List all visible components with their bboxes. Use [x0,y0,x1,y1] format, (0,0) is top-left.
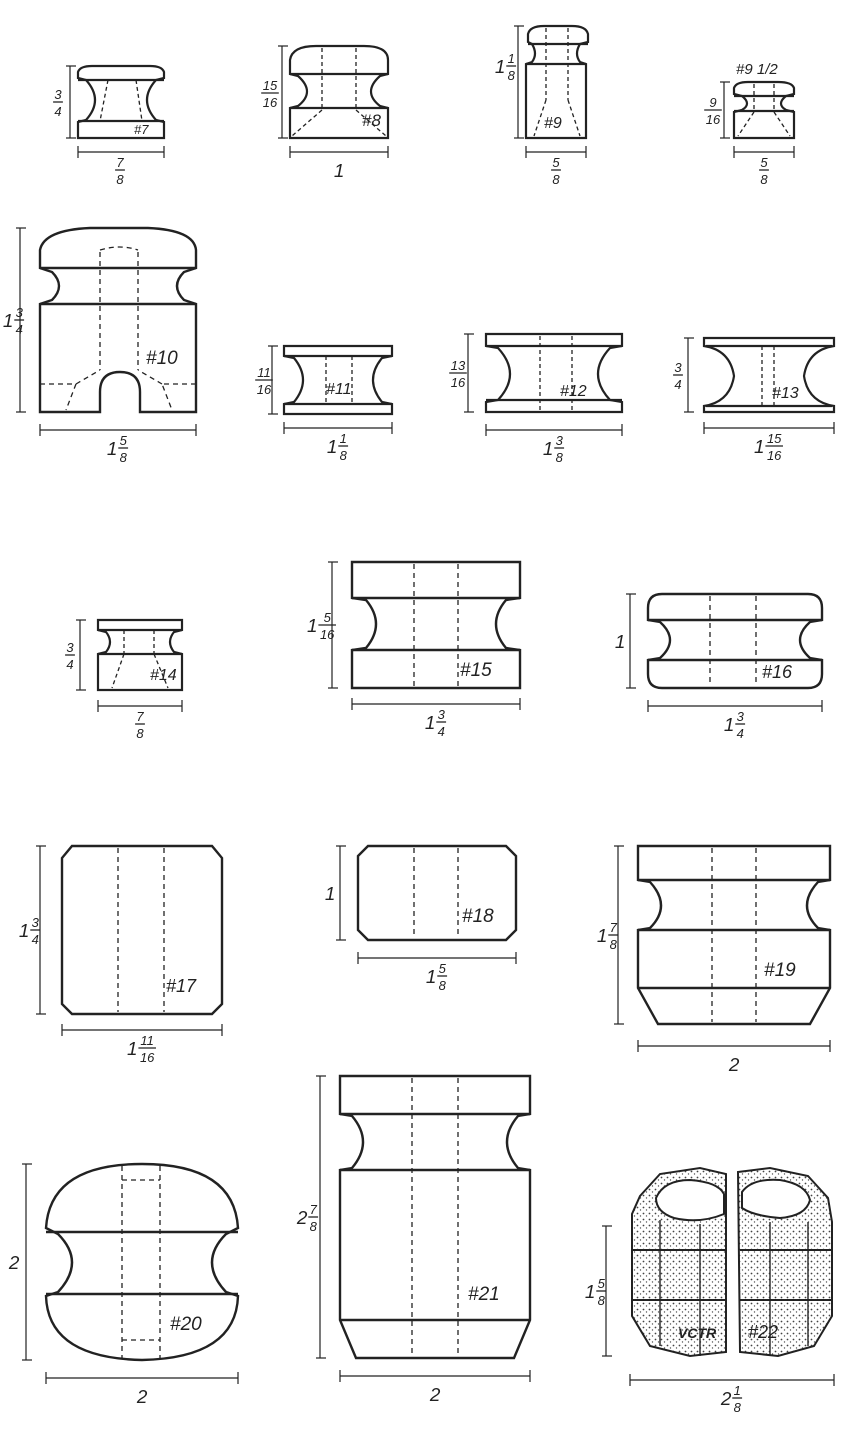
height-dimension-label [449,358,467,390]
insulator-9-height-dim [514,26,524,138]
dim-numerator: 5 [119,433,127,448]
insulator-16-width-dim [648,700,822,712]
width-dimension-label [720,1383,742,1415]
height-dimension-label [597,920,618,952]
dim-whole: 1 [106,437,118,459]
height-dimension-label [325,883,335,904]
insulator-13-height-dim [684,338,694,412]
dim-denominator: 8 [760,172,768,187]
insulator-19-width-dim [638,1040,830,1052]
insulator-14-height-dim [76,620,86,690]
dim-numerator: 1 [733,1383,741,1398]
dim-numerator: 5 [760,155,768,170]
dim-numerator: 15 [262,78,278,93]
dim-numerator: 3 [674,360,682,375]
dim-numerator: 5 [438,961,446,976]
dim-numerator: 7 [609,920,617,935]
dim-numerator: 3 [15,305,23,320]
dim-denominator: 8 [119,450,127,465]
dim-whole: 1 [333,159,345,181]
dim-numerator: 3 [54,87,62,102]
dim-numerator: 11 [257,365,271,380]
dim-whole: 1 [614,630,626,652]
dim-whole: 2 [8,1251,20,1273]
dim-whole: 2 [720,1387,732,1409]
dim-whole: 1 [584,1280,596,1302]
insulator-16 [648,594,822,688]
dim-whole: 2 [429,1383,441,1405]
width-dimension-label [115,155,125,187]
dim-whole: 1 [424,711,436,733]
width-dimension-label [334,160,344,181]
insulator-13 [704,338,834,412]
dim-numerator: 3 [555,433,563,448]
insulator-17 [62,846,222,1014]
dim-whole: 1 [754,435,765,457]
dim-denominator: 8 [597,1293,605,1308]
width-dimension-label [543,433,564,465]
insulator-16-label: #16 [762,662,793,682]
width-dimension-label [136,1386,148,1407]
dim-denominator: 8 [438,978,446,993]
dim-denominator: 16 [766,448,782,463]
insulator-22-stamp: VCTR [678,1325,717,1341]
height-dimension-label [585,1276,606,1308]
insulator-21-label: #21 [468,1284,500,1305]
dim-numerator: 5 [552,155,560,170]
dim-numerator: 3 [736,709,744,724]
height-dimension-label [704,95,722,127]
insulator-14-label: #14 [150,667,177,684]
height-dimension-label [495,51,516,83]
dim-denominator: 4 [674,377,682,392]
width-dimension-label [754,431,783,463]
dim-denominator: 8 [116,172,124,187]
dim-whole: 2 [728,1053,740,1075]
dim-numerator: 3 [31,915,39,930]
insulator-7-label: #7 [134,122,149,137]
width-dimension-label [759,155,769,187]
insulator-22-width-dim [630,1374,834,1386]
dim-whole: 1 [425,965,437,987]
dim-denominator: 16 [319,627,335,642]
dim-whole: 1 [542,437,554,459]
insulator-21-width-dim [340,1370,530,1382]
height-dimension-label [255,365,273,397]
insulator-15-label: #15 [460,660,492,681]
insulator-19-label: #19 [764,960,796,981]
dim-denominator: 8 [339,448,347,463]
dim-denominator: 4 [437,724,445,739]
dim-denominator: 8 [552,172,560,187]
dim-denominator: 8 [609,937,617,952]
height-dimension-label [53,87,63,119]
dim-denominator: 8 [136,726,144,741]
insulator-18-height-dim [336,846,346,940]
dim-whole: 2 [296,1206,308,1228]
insulator-12-label: #12 [560,383,587,400]
dim-denominator: 8 [733,1400,741,1415]
dim-numerator: 11 [140,1033,154,1048]
insulator-10-width-dim [40,424,196,436]
dim-numerator: 3 [437,707,445,722]
dim-denominator: 4 [736,726,744,741]
insulator-11-label: #11 [326,381,352,398]
dim-numerator: 3 [66,640,74,655]
insulator-11-width-dim [284,422,392,434]
insulator-22-label: #22 [748,1322,779,1342]
dim-denominator: 16 [450,375,466,390]
insulator-19 [638,846,830,1024]
insulator-9-half-label: #9 1/2 [736,61,778,78]
insulator-8-label: #8 [362,111,381,130]
dim-whole: 1 [324,882,336,904]
dim-denominator: 4 [31,932,39,947]
height-dimension-label [673,360,683,392]
dim-whole: 1 [494,55,506,77]
width-dimension-label [425,707,446,739]
height-dimension-label [261,78,279,110]
dim-denominator: 4 [54,104,62,119]
width-dimension-label [429,1384,441,1405]
width-dimension-label [724,709,745,741]
insulator-18-label: #18 [462,906,494,927]
dim-whole: 1 [307,614,318,636]
dim-denominator: 16 [262,95,278,110]
insulator-7 [78,66,164,138]
insulator-11 [284,346,392,414]
height-dimension-label [19,915,40,947]
width-dimension-label [426,961,447,993]
height-dimension-label [3,305,24,337]
dim-numerator: 7 [309,1202,317,1217]
width-dimension-label [551,155,561,187]
height-dimension-label [615,631,625,652]
dim-whole: 1 [127,1037,138,1059]
insulator-10 [40,228,196,412]
height-dimension-label [8,1252,20,1273]
dim-whole: 2 [136,1385,148,1407]
insulator-12-width-dim [486,424,622,436]
dim-denominator: 4 [15,322,23,337]
dim-numerator: 15 [766,431,782,446]
insulator-20-width-dim [46,1372,238,1384]
dim-whole: 1 [326,435,338,457]
dim-denominator: 4 [66,657,74,672]
insulator-15-width-dim [352,698,520,710]
height-dimension-label [65,640,75,672]
insulator-22 [632,1168,832,1356]
dim-denominator: 16 [139,1050,155,1065]
dim-whole: 1 [18,919,30,941]
insulator-15 [352,562,520,688]
dim-numerator: 9 [709,95,717,110]
dim-whole: 1 [2,309,14,331]
width-dimension-label [135,709,145,741]
dim-numerator: 5 [323,610,331,625]
dim-whole: 1 [596,924,608,946]
insulator-12 [486,334,622,412]
insulator-9-half [734,82,794,138]
width-dimension-label [107,433,128,465]
insulator-10-label: #10 [146,348,178,369]
insulator-20 [46,1164,238,1360]
width-dimension-label [728,1054,740,1075]
dim-numerator: 7 [116,155,124,170]
dim-numerator: 5 [597,1276,605,1291]
width-dimension-label [327,431,348,463]
insulator-7-height-dim [66,66,76,138]
insulator-20-height-dim [22,1164,32,1360]
insulator-17-label: #17 [166,976,197,996]
dim-whole: 1 [723,713,735,735]
dim-denominator: 8 [555,450,563,465]
dim-numerator: 13 [450,358,466,373]
insulator-8-height-dim [278,46,288,138]
width-dimension-label [127,1033,156,1065]
insulator-13-label: #13 [772,385,799,402]
dim-denominator: 8 [309,1219,317,1234]
dim-denominator: 8 [507,68,515,83]
insulator-16-height-dim [626,594,636,688]
dim-denominator: 16 [705,112,721,127]
height-dimension-label [296,1202,318,1234]
dim-numerator: 7 [136,709,144,724]
dim-denominator: 16 [256,382,272,397]
insulator-18-width-dim [358,952,516,964]
dim-numerator: 1 [339,431,347,446]
dim-numerator: 1 [507,51,515,66]
insulator-20-label: #20 [170,1314,202,1335]
insulator-9-label: #9 [544,115,562,132]
insulator-8-width-dim [290,146,388,158]
insulator-21 [340,1076,530,1358]
